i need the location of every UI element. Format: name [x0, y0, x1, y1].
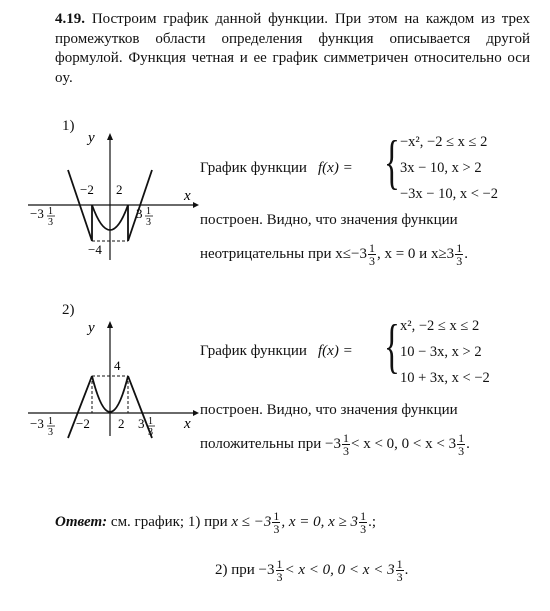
tick-m3: −3: [30, 416, 44, 431]
part1-line2: построен. Видно, что значения функции: [200, 212, 458, 228]
part2-label: 2): [62, 302, 75, 318]
part1-fx: f(x) =: [318, 160, 353, 176]
graph-2: [28, 318, 200, 443]
graph-1: [28, 130, 200, 265]
x-axis-arrow: [193, 202, 199, 208]
frac-d-l: 3: [48, 217, 53, 228]
part2-case-1: x², −2 ≤ x ≤ 2: [400, 318, 480, 334]
y-axis-arrow: [107, 321, 113, 328]
frac-d-r: 3: [146, 217, 151, 228]
part2-case-3: 10 + 3x, x < −2: [400, 370, 490, 386]
part2-graph-label: График функции: [200, 343, 307, 359]
tick-m3: −3: [30, 206, 44, 221]
part1-case-1: −x², −2 ≤ x ≤ 2: [400, 134, 488, 150]
axis-x-label: x: [184, 416, 191, 432]
part1-label: 1): [62, 118, 75, 134]
answer-line-2: 2) при −3 $\frac{1}{3}$ < x < 0, 0 < x < 3 $\frac{1}{3}$ .: [215, 557, 409, 584]
svg-text:3: 3: [48, 427, 53, 438]
y-axis-arrow: [107, 133, 113, 140]
tick-p4: 4: [114, 358, 121, 373]
tick-m4: −4: [88, 242, 102, 257]
intro-text: Построим график данной функции. При этом на каждом из трех промежутков области определения функция описывается другой формулой. Функция четная и ее график симметричен относительно оси oy.: [55, 11, 531, 86]
part2-line2: построен. Видно, что значения функции: [200, 402, 458, 418]
tick-p3: 3: [138, 416, 145, 431]
answer-label: Ответ:: [55, 513, 108, 530]
intro-paragraph: [55, 10, 530, 88]
part2-line3: положительны при −3 $\frac{1}{3}$ < x < 0, 0 < x < 3 $\frac{1}{3}$ .: [200, 431, 470, 458]
tick-p3: 3: [136, 206, 143, 221]
frac-n-l: 1: [48, 206, 53, 217]
part2-fx: f(x) =: [318, 343, 353, 359]
part1-line3: неотрицательны при x≤−3 $\frac{1}{3}$ , x = 0 и x≥3 $\frac{1}{3}$ .: [200, 241, 468, 268]
x-axis-arrow: [193, 410, 199, 416]
axis-y-label: y: [88, 130, 95, 146]
part1-case-3: −3x − 10, x < −2: [400, 186, 498, 202]
problem-number: 4.19.: [55, 11, 85, 27]
tick-m2: −2: [80, 182, 94, 197]
tick-m2: −2: [76, 416, 90, 431]
svg-text:3: 3: [148, 427, 153, 438]
answer-line-1: Ответ: см. график; 1) при x ≤ −3 $\frac{1}{3}$ , x = 0, x ≥ 3 $\frac{1}{3}$ .;: [55, 509, 376, 536]
axis-x-label: x: [184, 188, 191, 204]
svg-text:1: 1: [148, 416, 153, 427]
part2-brace: {: [384, 313, 400, 379]
frac-n-r: 1: [146, 206, 151, 217]
part1-brace: {: [384, 129, 400, 195]
part1-graph-label: График функции: [200, 160, 307, 176]
tick-p2: 2: [118, 416, 125, 431]
part2-case-2: 10 − 3x, x > 2: [400, 344, 482, 360]
part1-case-2: 3x − 10, x > 2: [400, 160, 482, 176]
tick-p2: 2: [116, 182, 123, 197]
svg-text:1: 1: [48, 416, 53, 427]
axis-y-label: y: [88, 320, 95, 336]
